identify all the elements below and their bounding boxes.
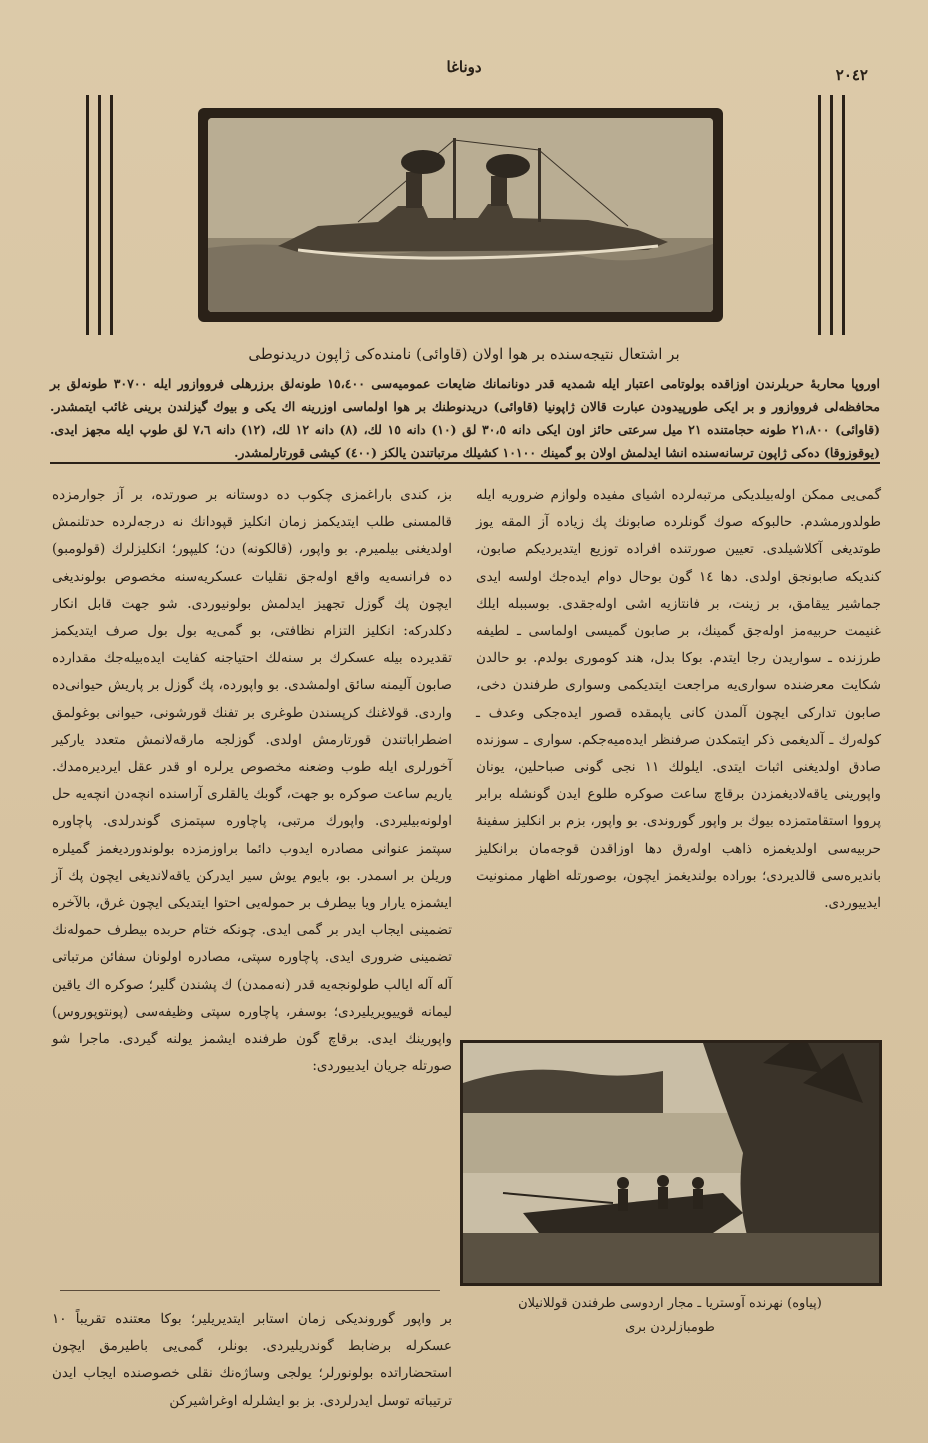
article-paragraph: گمی‌یی ممکن اوله‌بیلدیکی مرتبه‌لرده اشیای مفیده ولوازم ضروریه ایله طولدورمشدم. حالبوکه صوك گونلرده صابونك پك زیاده آز المقه یوز طوتدیغی آکلاشیلدی. تعیین صورتنده افراده توزیع ایتدیردیکم صابون، کندیکه صابونجق اولدی. دها ۱٤ گون بوحال دوام ایده‌جك اولسه ایدی جماشیر ییقامق، بر زینت، بر فانتازیه اشی اوله‌جقدی. بوسببله ایلك غنیمت حربیه‌مز اوله‌جق گمینك، بر صابون گمیسی اولماسی ـ لطیفه طرزنده ـ سواریدن رجا ایتدم. بوکا بدل، هند کوموری بولدم. بو حالدن شکایت معرضنده سواری‌یه مراجعت ایتدیکمی وسواری طرفندن دخی، صابون تدارکی ایچون آلمدن کانی یاپمقده قصور ایده‌جکی وعدف ـ کوله‌رك ـ آلدیغمی ذکر ایتمکدن صرفنظر ایده‌میه‌جکم. سواری ـ سوزنده صادق اولدیغنی اثبات ایتدی. ایلولك ۱۱ نجی گونی صباحلین، یونان واپورینی یاقه‌لادیغمزدن برقاچ ساعت صوکره طلوع ایدن گونشله برابر پرووا استقامتمزده بیوك بر واپور گوروندی. بو واپور، بزم بر انکلیز سفینۀ حربیه‌سی اولدیغمزه ذاهب اوله‌رق دها اوزاقدن قوجه‌مان برانکلیز باندیره‌سی قالدیردی؛ بوراده بولندیغمز ایچون، بوصورتله اظهار ممنونیت ایدییوردی.	[476, 487, 881, 912]
page-number: ۲۰٤۲	[835, 66, 868, 84]
article-paragraph: بز، کندی باراغمزی چکوب ده دوستانه بر صورتده، بر آز جوارمزده قالمسنی طلب ایتدیکمز زمان انکلیز قپودانك نه درجه‌لرده حدتلنمش اولدیغنی بیلمیرم. بو واپور، (قالکونه) دن؛ کلیپور؛ انکلیزلرك (قولومبو) ده فرانسه‌یه واقع اوله‌جق نقلیات عسکریه‌سنه مخصوص بولوندیغی ایچون پك گوزل تجهیز ایدلمش بولونیوردی. شو جهت قابل انکار دکلدرکه: انکلیز التزام نظافتی، بو گمی‌یه بول بول صرف ایتدیکمز تقدیرده بیله عسکرك بر سنه‌لك احتیاجنه کفایت ایده‌بیله‌جك مقدارده صابون آلیمنه سائق اولمشدی. بو واپورده، پك گوزل بر پاریش حیوانی‌ده واردی. قولاغنك کرپسندن طوغری بر تفنك قورشونی، حیوانی بوغولمق اضطراباتندن قورتارمش اولدی. گوزلجه مارقه‌لانمش متعدد یارکیر آخورلری ایله طوب وضعنه مخصوص یرلره او قدر عقل ایردیره‌مدك. یاریم ساعت صوکره بو جهت، گوبك یالقلری آراسنده انچه‌دن انچه‌یه حل اولونه‌بیلیردی. واپورك مرتبی، پاچاوره سپتمزی گوندرلدی. پاچاوره سپتمز عنوانی مصادره ایدوب دائما براوزمزده بولوندوردیغمز گمیلره وریلن بر اسمدر. بو، بایوم یوش سیر ایدرکن یاقه‌لاندیغی ایچون پك آز ایشمزه یارار ویا بیطرف بر حموله‌یی احتوا ایتدیکی ایچون غرق، بالآخره تضمینی ایجاب ایدر بر گمی ایدی. چونکه ختام حربده بیطرف حموله‌نك تضمینی ضروری ایدی. پاچاوره سپتی، مصادره اولونان سفائن مرتباتی آله آله ایالب طولونجه‌یه قدر (نه‌ممدن) ك پشندن گلیر؛ صوکره اك یاقین لیمانه قوییویریلیردی؛ بوسفر، پاچاوره سپتی وظیفه‌سی (پونتوپوروس) واپورینك ایدی. برقاچ گون طرفنده ایشمز یولنه گیردی. ماجرا شو صورتله جریان ایدییوردی:	[52, 487, 452, 1075]
boat-photo-caption	[460, 1292, 880, 1340]
warship-photo	[208, 118, 713, 312]
warship-photo-caption: بر اشتعال نتیجه‌سنده بر هوا اولان (قاوائی) نامنده‌کی ژاپون دریدنوطی	[248, 345, 680, 363]
lead-paragraph: اوروپا محاربۀ حربلرندن اوزاقده بولوتامی اعتبار ایله شمدیه قدر دونانمانك ضایعات عمومیه‌سی ۱٥،٤۰۰ طونه‌لق برزرهلی فرووازور ایله ۳۰۷۰۰ طونه‌لق بر محافظه‌لی فرووازور و بر ایکی طورپیدودن عبارت قالان ژاپونیا (قاوائی) دریدنوطنك بر هوا اولماسی اوزرینه اك یکی و بیوك گیزلندن برینی غائب ایتمشدر. (قاوائی) ۲۱،۸۰۰ طونه حجامتنده ۲۱ میل سرعتی حائز اون ایکی دانه ۳۰،٥ لق (۱۰) دانه ۱٥ لك، (۸) دانه ۱۲ لك، (۱۲) دانه ۷،٦ لق طوپ ایله مجهز ایدی. (یوقوزوقا) ده‌کی ژاپون ترسانه‌سنده انشا ایدلمش اولان بو گمینك ۱۰۱۰۰ کشیلك مرتباتندن یالکز (٤۰۰) کیشی قورتارلمشدر.	[50, 376, 881, 460]
article-column-left-continuation	[52, 1306, 452, 1415]
masthead-title: دوناغا	[446, 58, 482, 76]
article-paragraph: بر واپور گوروندیکی زمان استابر ایتدیریلیر؛ بوکا معتنده تقریباً ۱۰ عسکرله برضابط گوندریلیردی. بونلر، گمی‌یی باطیرمق ایچون استحضاراتده بولونورلر؛ یولجی وساژه‌نك نقلی خصوصنده ایجاب ایدن ترتیباته توسل ایدرلردی. بز بو ایشلرله اوغراشیرکن	[52, 1311, 452, 1409]
decorative-rules-left	[86, 95, 113, 335]
warship-illustration-icon	[208, 118, 713, 312]
boat-caption-line-2: طومبازلردن بری	[625, 1320, 715, 1335]
section-divider	[50, 462, 880, 464]
boat-caption-line-1: (پیاوه) نهرنده آوستریا ـ مجار اردوسی طرفندن قوللانیلان	[518, 1296, 822, 1311]
warship-photo-frame	[198, 108, 723, 322]
article-column-right	[476, 482, 881, 917]
decorative-rules-right	[818, 95, 845, 335]
article-column-left	[52, 482, 452, 1080]
boat-photo	[460, 1040, 882, 1286]
column-divider	[60, 1290, 440, 1291]
boat-scene-illustration-icon	[463, 1043, 879, 1283]
